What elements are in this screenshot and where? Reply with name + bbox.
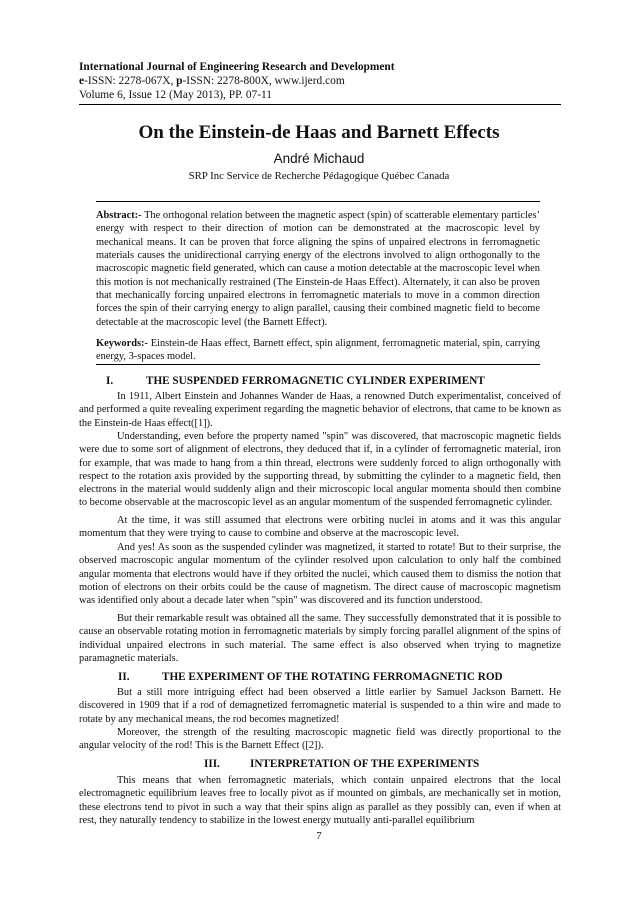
section-title: INTERPRETATION OF THE EXPERIMENTS	[250, 758, 480, 770]
author-affiliation: SRP Inc Service de Recherche Pédagogique Québec Canada	[188, 170, 450, 182]
journal-name: International Journal of Engineering Research and Development	[79, 61, 395, 73]
paper-title: On the Einstein-de Haas and Barnett Effects	[138, 122, 500, 143]
journal-header	[79, 60, 395, 102]
paragraph: Moreover, the strength of the resulting macroscopic magnetic field was directly proportional to the angular velocity of the rod! This is the Barnett Effect ([2]).	[79, 727, 561, 752]
paragraph: Understanding, even before the property named "spin" was discovered, that macroscopic magnetic fields were due to some sort of alignment of electrons, they deduced that if, in a cylinder of ferromagnetic material, iron for example, that was made to hang from a thin thread, electrons were suddenly forced to align orthogonally with respect to the rotation axis provided by the supporting thread, by submitting the cylinder to a magnetic field, then electrons in the material would suddenly align and their microscopic local angular momenta should then combine to become observable at the macroscopic level as an angular momentum of the suspended ferromagnetic cylinder.	[79, 431, 561, 509]
abstract-top-rule	[96, 201, 540, 202]
paragraph: In 1911, Albert Einstein and Johannes Wander de Haas, a renowned Dutch experimentalist, conceived of and performed a quite revealing experiment regarding the magnetic behavior of electrons, that came to be known as the Einstein-de Haas effect([1]).	[79, 391, 561, 429]
paragraph: This means that when ferromagnetic materials, which contain unpaired electrons that the local electromagnetic equilibrium leaves free to locally pivot as if mounted on gimbals, are mechanically set in motion, these electrons tend to pivot in such a way that their spins align as parallel as they possibly can, even if when at rest, they naturally tendency to stabilize in the lowest energy mutually anti-parallel equilibrium	[79, 775, 561, 826]
section-number: I.	[106, 375, 114, 387]
issn-text-1: -ISSN: 2278-067X,	[84, 75, 177, 87]
abstract-label: Abstract:-	[96, 210, 142, 221]
header-rule	[79, 104, 561, 105]
issn-e-label: e	[79, 75, 85, 87]
keywords-label: Keywords:-	[96, 338, 148, 349]
keywords-text: Einstein-de Haas effect, Barnett effect, spin alignment, ferromagnetic material, spin, carrying energy, 3-spaces model.	[96, 338, 540, 363]
section-number: III.	[204, 758, 220, 770]
issn-line	[79, 74, 395, 88]
volume-line: Volume 6, Issue 12 (May 2013), PP. 07-11	[79, 89, 273, 101]
author-name: André Michaud	[273, 151, 365, 166]
abstract-text: The orthogonal relation between the magnetic aspect (spin) of scatterable elementary particles’ energy with respect to their direction of motion can be demonstrated at the macroscopic level by mechanical means. It can be proven that force aligning the spins of unpaired electrons in ferromagnetic materials causes the unidirectional carrying energy of the electrons involved to align orthogonally to the macroscopic magnetic field generated, which can cause a motion detectable at the macroscopic level when this motion is not mechanically restrained (The Einstein-de Haas Effect). Alternately, it can also be proven that mechanically forcing unpaired electrons in ferromagnetic materials to move in a common direction forces the spin of their carrying energy to align parallel, causing their combined magnetic field to become detectable at the macroscopic level (the Barnett Effect).	[96, 210, 540, 328]
page-number: 7	[316, 830, 322, 842]
section-title: THE EXPERIMENT OF THE ROTATING FERROMAGNETIC ROD	[162, 671, 503, 683]
section-number: II.	[118, 671, 130, 683]
paragraph: And yes! As soon as the suspended cylinder was magnetized, it started to rotate! But to their surprise, the observed macroscopic angular momentum of the cylinder resolved upon calculation to only half the combined angular momenta that electrons would have if they orbited the nuclei, which caused them to dismiss the notion that motion of electrons on their orbits could be the cause of magnetism. The direct cause of macroscopic magnetism was identified only about a decade later when "spin" was discovered and its function understood.	[79, 542, 561, 607]
keywords	[96, 337, 540, 364]
section-title: THE SUSPENDED FERROMAGNETIC CYLINDER EXPERIMENT	[146, 375, 485, 387]
issn-p-label: p	[176, 75, 183, 87]
paragraph: But a still more intriguing effect had been observed a little earlier by Samuel Jackson Barnett. He discovered in 1909 that if a rod of demagnetized ferromagnetic material is suspended to a thin wire and made to rotate by any mechanical means, the rod becomes magnetized!	[79, 687, 561, 725]
paragraph: But their remarkable result was obtained all the same. They successfully demonstrated that it is possible to cause an observable rotating motion in ferromagnetic materials by simply forcing parallel alignment of the spins of individual unpaired electrons in such material. The same effect is also observed when trying to magnetize paramagnetic materials.	[79, 613, 561, 664]
issn-text-2: -ISSN: 2278-800X, www.ijerd.com	[182, 75, 345, 87]
abstract	[96, 209, 540, 329]
paragraph: At the time, it was still assumed that electrons were orbiting nuclei in atoms and it was this angular momentum that they were trying to cause to combine and observe at the macroscopic level.	[79, 515, 561, 540]
abstract-bottom-rule	[96, 364, 540, 365]
